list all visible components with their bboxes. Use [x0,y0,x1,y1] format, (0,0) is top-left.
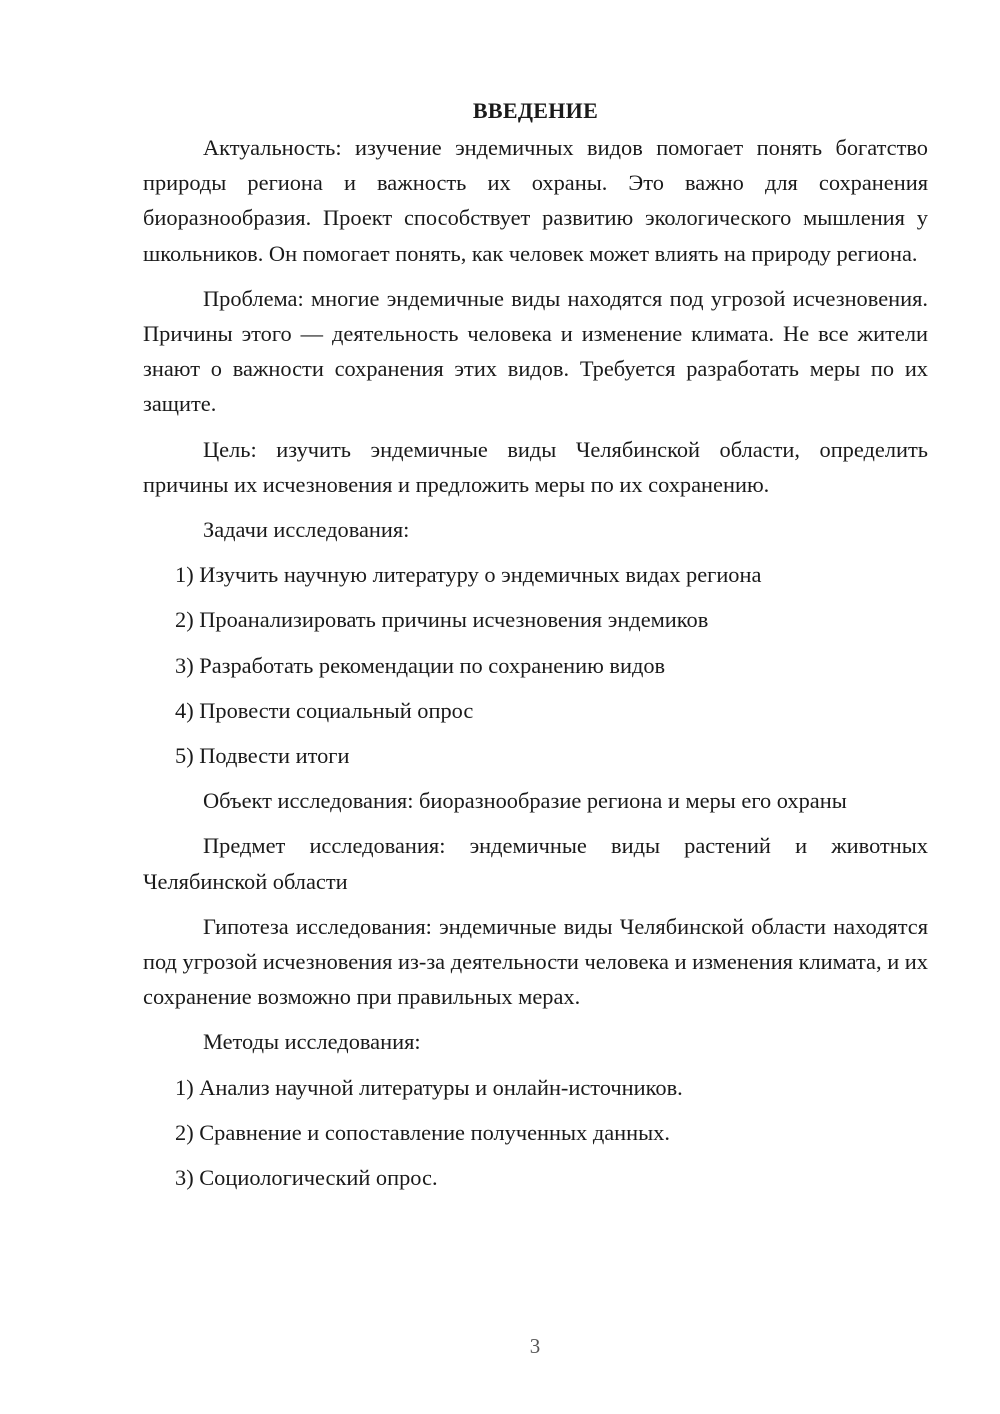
page-content [143,95,928,1205]
section-title: ВВЕДЕНИЕ [472,98,599,123]
object-paragraph: Объект исследования: биоразнообразие региона и меры его охраны [203,788,847,814]
method-item: 1) Анализ научной литературы и онлайн-источников. [175,1074,683,1100]
task-item: 4) Провести социальный опрос [175,697,474,723]
task-item: 2) Проанализировать причины исчезновения эндемиков [175,607,709,633]
hypothesis-paragraph: Гипотеза исследования: эндемичные виды Челябинской области находятся под угрозой исчезновения из-за деятельности человека и изменения климата, и их сохранение возможно при правильных мерах. [143,913,928,1010]
methods-list [143,1070,928,1196]
tasks-heading: Задачи исследования: [203,517,410,543]
goal-paragraph: Цель: изучить эндемичные виды Челябинской области, определить причины их исчезновения и предложить меры по их сохранению. [143,436,928,497]
page-number: 3 [529,1334,541,1358]
tasks-list [143,557,928,773]
relevance-paragraph: Актуальность: изучение эндемичных видов помогает понять богатство природы региона и важность их охраны. Это важно для сохранения биоразнообразия. Проект способствует развитию экологического мышления у школьников. Он помогает понять, как человек может влиять на природу региона. [143,135,928,266]
task-item: 5) Подвести итоги [175,743,350,769]
task-item: 3) Разработать рекомендации по сохранению видов [175,652,666,678]
method-item: 3) Социологический опрос. [175,1165,438,1191]
subject-paragraph: Предмет исследования: эндемичные виды растений и животных Челябинской области [143,833,928,894]
problem-paragraph: Проблема: многие эндемичные виды находятся под угрозой исчезновения. Причины этого — деятельность человека и изменение климата. Не все жители знают о важности сохранения этих видов. Требуется разработать меры по их защите. [143,285,928,417]
task-item: 1) Изучить научную литературу о эндемичных видах региона [175,562,762,588]
methods-heading: Методы исследования: [203,1029,421,1055]
method-item: 2) Сравнение и сопоставление полученных данных. [175,1119,670,1145]
